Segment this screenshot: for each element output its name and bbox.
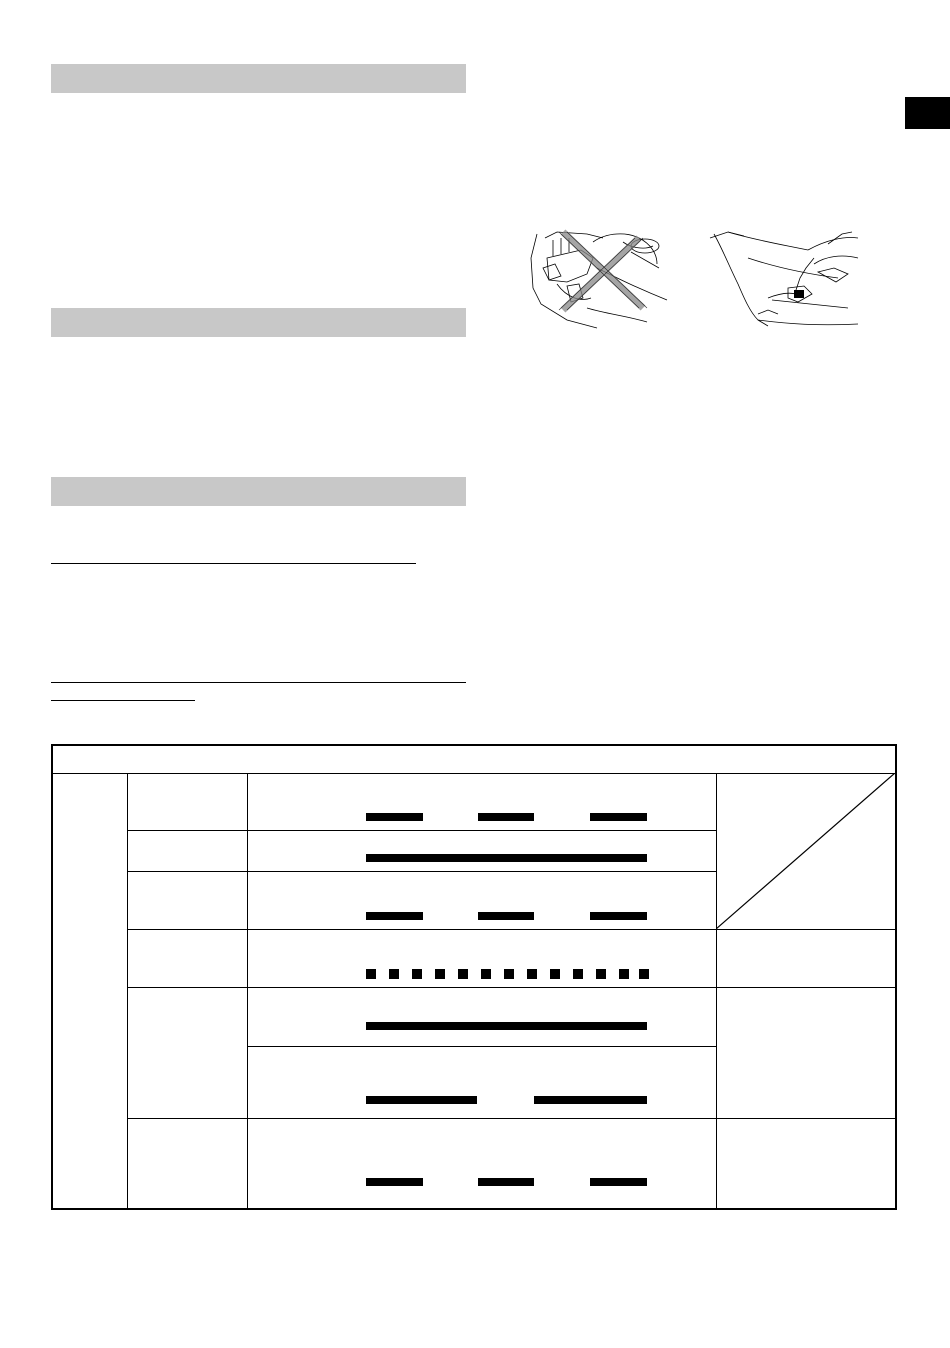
flash-segment — [534, 1096, 647, 1104]
rapid-flash-mark — [458, 969, 468, 979]
flash-segment — [590, 813, 647, 821]
flash-segment — [590, 912, 647, 920]
flash-segment — [478, 912, 534, 920]
rapid-flash-mark — [619, 969, 629, 979]
section-heading-bar-1 — [51, 64, 466, 93]
row-rule — [127, 987, 895, 988]
column-divider-1 — [127, 773, 128, 1210]
rapid-flash-mark — [527, 969, 537, 979]
underline-rule-3 — [51, 700, 195, 701]
rapid-flash-mark — [639, 969, 649, 979]
rapid-flash-mark — [389, 969, 399, 979]
section-heading-bar-3 — [51, 477, 466, 506]
rapid-flash-mark — [481, 969, 491, 979]
incorrect-routing-illustration — [527, 228, 677, 332]
row-rule — [127, 1118, 895, 1119]
row-rule — [247, 1046, 716, 1047]
column-divider-2 — [247, 773, 248, 1210]
rapid-flash-mark — [412, 969, 422, 979]
flash-segment — [590, 1178, 647, 1186]
rapid-flash-mark — [435, 969, 445, 979]
rapid-flash-mark — [504, 969, 514, 979]
flash-segment — [366, 1096, 477, 1104]
not-applicable-diagonal — [716, 773, 895, 929]
flash-segment — [366, 912, 423, 920]
rapid-flash-mark — [573, 969, 583, 979]
row-rule — [127, 871, 716, 872]
row-rule — [127, 830, 716, 831]
steady-segment — [366, 1022, 647, 1030]
underline-rule-2 — [51, 682, 466, 683]
row-rule — [127, 929, 895, 930]
flash-segment — [478, 1178, 534, 1186]
steady-segment — [366, 854, 647, 862]
flash-segment — [478, 813, 534, 821]
rapid-flash-mark — [550, 969, 560, 979]
chapter-tab — [905, 97, 950, 129]
rapid-flash-mark — [596, 969, 606, 979]
flash-segment — [366, 1178, 423, 1186]
correct-routing-illustration — [708, 228, 863, 332]
rapid-flash-mark — [366, 969, 376, 979]
section-heading-bar-2 — [51, 308, 466, 337]
underline-rule-1 — [51, 563, 416, 564]
flash-segment — [366, 813, 423, 821]
indicator-pattern-table — [51, 744, 897, 1210]
